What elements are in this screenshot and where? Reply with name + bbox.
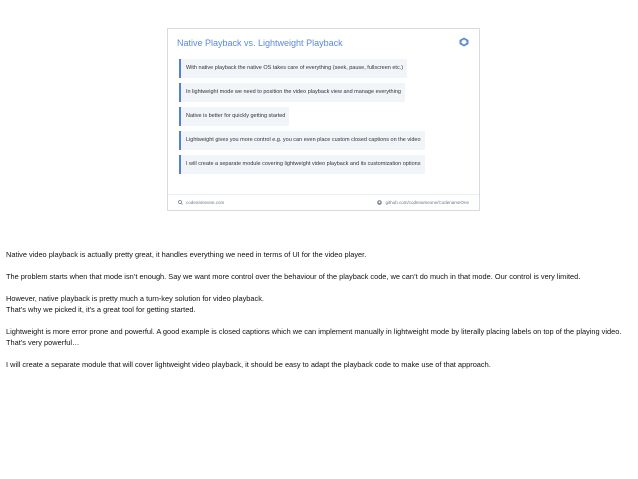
- bullet-item: [179, 131, 474, 150]
- github-icon: [377, 200, 382, 205]
- bullet-text: Lightweight gives you more control e.g. you can even place custom closed captions on the video: [181, 131, 425, 150]
- bullet-text: In lightweight mode we need to position the video playback view and manage everything: [181, 83, 405, 102]
- notes-paragraph: I will create a separate module that will cover lightweight video playback, it should be easy to adapt the playback code to make use of that approach.: [6, 360, 491, 369]
- codenameone-logo-icon: [459, 37, 469, 47]
- bullet-text: Native is better for quickly getting started: [181, 107, 289, 126]
- bullet-text: I will create a separate module covering lightweight video playback and its customization options: [181, 155, 425, 174]
- bullet-item: [179, 107, 474, 126]
- notes-paragraph: However, native playback is pretty much a turn-key solution for video playback.: [6, 294, 264, 303]
- bullet-item: [179, 59, 474, 78]
- notes-paragraph: The problem starts when that mode isn’t enough. Say we want more control over the behaviour of the playback code, we can’t do much in that mode. Our control is very limited.: [6, 272, 581, 281]
- footer-github[interactable]: [377, 200, 469, 205]
- footer-github-label: github.com/codenameone/CodenameOne: [385, 200, 469, 205]
- bullet-item: [179, 83, 474, 102]
- bullet-item: [179, 155, 474, 174]
- footer-website[interactable]: [178, 200, 224, 205]
- slide-footer: [168, 194, 479, 210]
- search-icon: [178, 200, 183, 205]
- notes-paragraph: Native video playback is actually pretty great, it handles everything we need in terms of UI for the video player.: [6, 250, 367, 259]
- notes-paragraph: Lightweight is more error prone and powerful. A good example is closed captions which we can implement manually in lightweight mode by literally placing labels on top of the playing video. That’s very powerful…: [6, 327, 622, 347]
- footer-website-label: codenameone.com: [186, 200, 225, 205]
- slide-thumbnail: [167, 28, 480, 211]
- slide-title: Native Playback vs. Lightweight Playback: [177, 38, 343, 48]
- speaker-notes: [6, 249, 632, 381]
- notes-paragraph: That’s why we picked it, it’s a great tool for getting started.: [6, 305, 196, 314]
- bullet-list: [179, 59, 474, 179]
- bullet-text: With native playback the native OS takes care of everything (seek, pause, fullscreen etc.): [181, 59, 407, 78]
